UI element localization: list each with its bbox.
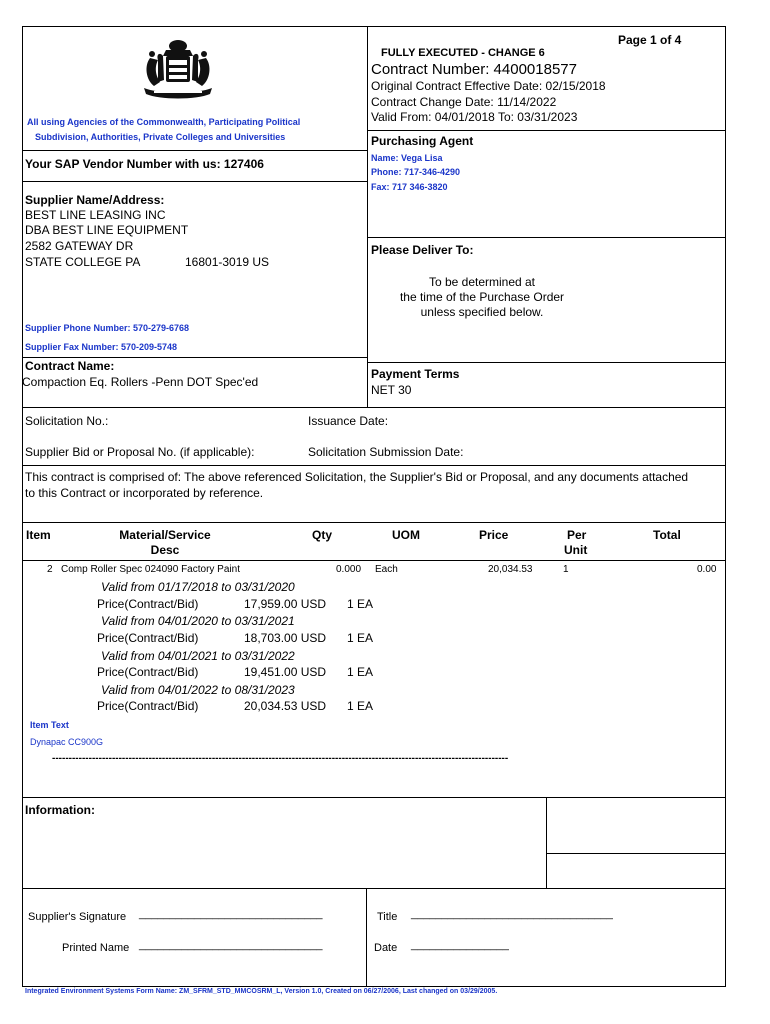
divider — [546, 797, 547, 889]
col-per-line1: Per — [567, 528, 587, 542]
supplier-line2: DBA BEST LINE EQUIPMENT — [25, 223, 189, 237]
col-desc-line1: Material/Service — [119, 528, 211, 542]
col-desc-line2: Desc — [150, 543, 180, 557]
divider — [22, 888, 726, 889]
supplier-line1: BEST LINE LEASING INC — [25, 208, 166, 222]
validity-unit: 1 EA — [347, 699, 374, 713]
contract-name-value: Compaction Eq. Rollers -Penn DOT Spec'ed — [22, 375, 259, 389]
page-indicator: Page 1 of 4 — [618, 33, 682, 47]
divider — [22, 797, 726, 798]
commonwealth-seal-icon — [138, 36, 218, 107]
frame-right — [725, 26, 726, 987]
row-qty: 0.000 — [336, 564, 362, 575]
validity-amount: 19,451.00 USD — [244, 665, 327, 679]
agent-fax: Fax: 717 346-3820 — [371, 182, 448, 192]
date-line[interactable]: ________________ — [411, 939, 509, 951]
validity-range: Valid from 04/01/2021 to 03/31/2022 — [101, 649, 295, 663]
validity-unit: 1 EA — [347, 665, 374, 679]
supplier-signature-line[interactable]: ______________________________ — [139, 908, 323, 920]
agent-name: Name: Vega Lisa — [371, 153, 443, 163]
submission-date: Solicitation Submission Date: — [308, 445, 464, 459]
divider — [22, 560, 726, 561]
payment-terms-value: NET 30 — [371, 383, 412, 397]
original-effective-date: Original Contract Effective Date: 02/15/2018 — [371, 79, 606, 93]
deliver-line3: unless specified below. — [420, 305, 544, 319]
col-total: Total — [653, 528, 681, 542]
supplier-bid-no: Supplier Bid or Proposal No. (if applicable): — [25, 445, 255, 459]
validity-label: Price(Contract/Bid) — [97, 631, 199, 645]
row-desc: Comp Roller Spec 024090 Factory Paint — [61, 564, 240, 575]
divider — [22, 407, 726, 408]
contract-number: Contract Number: 4400018577 — [371, 61, 577, 78]
validity-label: Price(Contract/Bid) — [97, 665, 199, 679]
divider — [367, 362, 726, 363]
supplier-phone: Supplier Phone Number: 570-279-6768 — [25, 323, 190, 333]
supplier-fax: Supplier Fax Number: 570-209-5748 — [25, 342, 178, 352]
row-price: 20,034.53 — [488, 564, 533, 575]
divider — [22, 522, 726, 523]
col-price: Price — [479, 528, 509, 542]
vendor-number: Your SAP Vendor Number with us: 127406 — [25, 157, 264, 171]
col-qty: Qty — [312, 528, 333, 542]
validity-range: Valid from 04/01/2022 to 08/31/2023 — [101, 683, 295, 697]
validity-amount: 18,703.00 USD — [244, 631, 327, 645]
supplier-zip: 16801-3019 US — [185, 255, 270, 269]
agencies-note-line1: All using Agencies of the Commonwealth, Participating Political — [27, 117, 301, 127]
row-item: 2 — [47, 564, 53, 575]
supplier-city: STATE COLLEGE PA — [25, 255, 141, 269]
printed-name-label: Printed Name — [62, 942, 130, 954]
printed-name-line[interactable]: ______________________________ — [139, 939, 323, 951]
title-line[interactable]: _________________________________ — [411, 908, 613, 920]
issuance-date: Issuance Date: — [308, 414, 389, 428]
column-divider — [367, 26, 368, 408]
frame-bottom — [22, 986, 726, 987]
item-text-value: Dynapac CC900G — [30, 737, 104, 747]
validity-range: Valid from 01/17/2018 to 03/31/2020 — [101, 580, 295, 594]
divider — [22, 181, 368, 182]
deliver-line1: To be determined at — [428, 275, 536, 289]
supplier-heading: Supplier Name/Address: — [25, 193, 165, 207]
validity-range: Valid from 04/01/2020 to 03/31/2021 — [101, 614, 295, 628]
validity-amount: 20,034.53 USD — [244, 699, 327, 713]
dash-separator: ----------------------------------------------------------------------------------------------------------------------------------------- — [52, 753, 509, 764]
divider — [22, 357, 368, 358]
divider — [22, 150, 368, 151]
col-uom: UOM — [392, 528, 420, 542]
date-label: Date — [374, 942, 398, 954]
solicitation-no: Solicitation No.: — [25, 414, 109, 428]
agent-phone: Phone: 717-346-4290 — [371, 167, 461, 177]
divider — [366, 888, 367, 986]
validity-label: Price(Contract/Bid) — [97, 699, 199, 713]
contract-comprised-line2: to this Contract or incorporated by reference. — [25, 486, 264, 500]
payment-terms-heading: Payment Terms — [371, 367, 460, 381]
contract-status: FULLY EXECUTED - CHANGE 6 — [381, 47, 545, 59]
frame-top — [22, 26, 726, 27]
col-per-line2: Unit — [564, 543, 588, 557]
deliver-heading: Please Deliver To: — [371, 243, 474, 257]
supplier-signature-label: Supplier's Signature — [28, 911, 127, 923]
title-label: Title — [377, 911, 398, 923]
agencies-note-line2: Subdivision, Authorities, Private Colleges and Universities — [35, 132, 286, 142]
divider — [367, 237, 726, 238]
supplier-line3: 2582 GATEWAY DR — [25, 239, 134, 253]
divider — [546, 853, 726, 854]
deliver-line2: the time of the Purchase Order — [399, 290, 565, 304]
validity-amount: 17,959.00 USD — [244, 597, 327, 611]
row-uom: Each — [375, 564, 398, 575]
row-total: 0.00 — [697, 564, 717, 575]
frame-left — [22, 26, 23, 987]
purchasing-agent-heading: Purchasing Agent — [371, 134, 474, 148]
contract-name-heading: Contract Name: — [25, 359, 115, 373]
information-heading: Information: — [25, 803, 95, 817]
col-item: Item — [26, 528, 51, 542]
contract-comprised-line1: This contract is comprised of: The above referenced Solicitation, the Supplier's Bid or Proposal, and any documents attached — [25, 470, 689, 484]
valid-range: Valid From: 04/01/2018 To: 03/31/2023 — [371, 110, 578, 124]
divider — [22, 465, 726, 466]
divider — [367, 130, 726, 131]
row-per-unit: 1 — [563, 564, 569, 575]
validity-label: Price(Contract/Bid) — [97, 597, 199, 611]
validity-unit: 1 EA — [347, 597, 374, 611]
contract-change-date: Contract Change Date: 11/14/2022 — [371, 95, 557, 109]
form-footer: Integrated Environment Systems Form Name: ZM_SFRM_STD_MMCOSRM_L, Version 1.0, Created on 06/27/2006, Last changed on 03/29/2005. — [25, 988, 498, 995]
validity-unit: 1 EA — [347, 631, 374, 645]
item-text-label: Item Text — [30, 720, 69, 730]
